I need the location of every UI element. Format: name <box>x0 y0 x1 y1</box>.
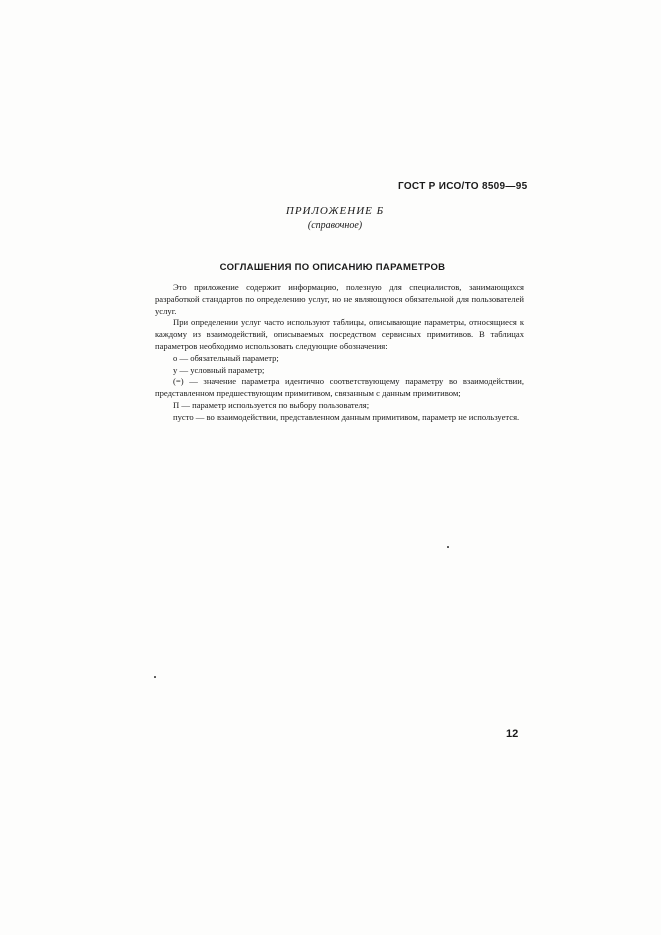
notation-item-empty: пусто — во взаимодействии, представленном данным примитивом, параметр не используется. <box>173 411 520 422</box>
scan-speck <box>447 546 449 548</box>
tables-paragraph: При определении услуг часто используют таблицы, описывающие параметры, относящиеся к каждому из взаимодействий, описываемых посредством сервисных примитивов. В таблицах параметров необходимо использовать следующие обозначения: <box>155 317 524 351</box>
intro-paragraph: Это приложение содержит информацию, полезную для специалистов, занимающихся разработкой стандартов по определению услуг, но не являющуюся обязательной для пользователей услуг. <box>155 282 524 316</box>
notation-item-equal: (=) — значение параметра идентично соответствующему параметру во взаимодействии, представленном предшествующим примитивом, связанным с данным примитивом; <box>155 376 524 399</box>
appendix-note: (справочное) <box>307 220 363 231</box>
notation-item-conditional: у — условный параметр; <box>173 364 265 375</box>
page-number: 12 <box>506 728 519 740</box>
notation-item-mandatory: о — обязательный параметр; <box>173 352 279 363</box>
scan-speck <box>154 676 156 678</box>
notation-item-user-option: П — параметр используется по выбору пользователя; <box>173 399 370 410</box>
appendix-title: ПРИЛОЖЕНИЕ Б <box>285 205 385 217</box>
body-text <box>155 282 524 424</box>
standard-code-header: ГОСТ Р ИСО/ТО 8509—95 <box>398 181 528 192</box>
section-heading: СОГЛАШЕНИЯ ПО ОПИСАНИЮ ПАРАМЕТРОВ <box>219 262 446 273</box>
